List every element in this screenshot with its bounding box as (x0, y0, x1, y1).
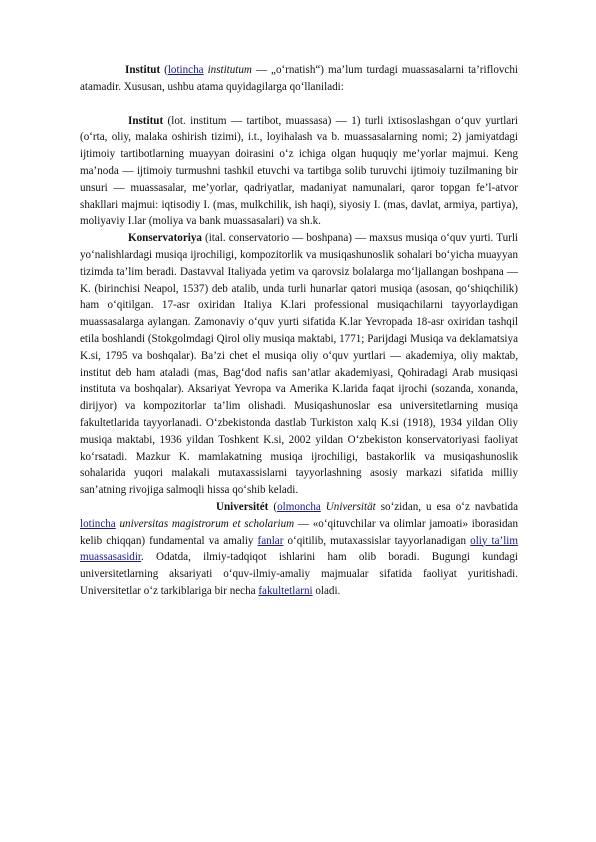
link-oliy-talim-muassasasi[interactable]: oliy ta’lim muassasasidir (80, 534, 518, 564)
document-page (80, 62, 518, 600)
paragraph-institut-intro (80, 62, 518, 96)
term-konservatoriya: Konservatoriya (128, 232, 202, 245)
link-fanlar[interactable]: fanlar (257, 534, 284, 547)
term-universitet: Universitét (216, 500, 269, 513)
link-lotincha[interactable]: lotincha (167, 64, 204, 76)
text-run: . Odatda, ilmiy-tadqiqot ishlarini ham olib boradi. Bugungi kundagi universitetlarning aksariyati o‘quv-ilmiy-amaliy majmualar sifatida faoliyat yuritishadi. Universitetlar o‘z tarkiblariga bir necha (80, 551, 518, 597)
text-run: o‘qitilib, mutaxassislar tayyorlanadigan (283, 534, 471, 547)
text-run: — „o‘rnatish“) ma’lum turdagi muassasalarni ta’riflovchi atamadir. Xususan, ushbu atama quyidagilarga qo‘llaniladi: (80, 64, 518, 93)
text-run: ( (268, 500, 278, 513)
paragraph-gap (80, 96, 518, 113)
text-run: — «o‘qituvchilar va olimlar jamoati» iborasidan kelib chiqqan) fundamental va amaliy (80, 517, 518, 547)
latin-term: Universität (325, 500, 376, 513)
paragraph-universitet (80, 499, 518, 600)
text-run: oladi. (312, 584, 341, 597)
text-run: (ital. conservatorio — boshpana) — maxsus musiqa o‘quv yurti. Turli yo‘nalishlardagi musiqa ijrochiligi, kompozitorlik va musiqashunoslik sohalari bo‘yicha muayyan tizimda ta’lim beradi. Dastavval Italiyada yetim va qarovsiz bolalarga mo‘ljallangan boshpana — K. (birinchisi Neapol, 1537) deb atalib, unda turli hunarlar qatori musiqa (asosan, qo‘shiqchilik) ham o‘qitilgan. 17-asr oxiridan Italiya K.lari professional musiqachilarni tayyorlaydigan muassasalarga aylangan. Zamonaviy o‘quv yurti sifatida K.lar Yevropada 18-asr oxiridan tashqil etila boshlandi (Stokgolmdagi Qirol oliy musiqa maktabi, 1771; Parijdagi Musiqa va deklamatsiya K.si, 1795 va boshqalar). Ba’zi chet el musiqa oliy o‘quv yurtlari — akademiya, oliy maktab, institut deb ham ataladi (mas, Bag‘dod nafis san’atlar akademiyasi, Qohiradagi Arab musiqasi instituta va boshqalar). Aksariyat Yevropa va Amerika K.larida faqat ijrochi (sozanda, xonanda, dirijyor) va kompozitorlar ta’lim olishadi. Musiqashunoslar esa universitetlarning musiqa fakultetlarida tayyorlanadi. O‘zbekistonda dastlab Turkiston xalq K.si (1918), 1934 yildan Oliy musiqa maktabi, 1936 yildan Toshkent K.si, 2002 yildan O‘zbekiston konservatoriyasi faoliyat ko‘rsatadi. Mazkur K. mamlakatning musiqa ijrochiligi, bastakorlik va musiqashunoslik sohalarida yuqori malakali mutaxassislarni tayyorlashning asosiy markazi sifatida milliy san’atning rivojiga salmoqli hissa qo‘shib keladi. (80, 232, 518, 497)
latin-term: institutum (207, 64, 252, 76)
link-lotincha[interactable]: lotincha (80, 517, 116, 530)
term-institut: Institut (128, 114, 164, 127)
text-run: ( (160, 64, 168, 76)
paragraph-konservatoriya (80, 230, 518, 499)
link-fakultetlar[interactable]: fakultetlarni (258, 584, 313, 597)
latin-term: universitas magistrorum et scholarium (119, 517, 295, 530)
paragraph-institut-definition (80, 113, 518, 231)
link-olmoncha[interactable]: olmoncha (277, 500, 321, 513)
text-run: (lot. institum — tartibot, muassasa) — 1) turli ixtisoslashgan o‘quv yurtlari (o‘rta, oliy, malaka oshirish tizimi), i.t., loyihalash va b. muassasalarning nomi; 2) jamiyatdagi ijtimoiy tartibotlarning muayyan doirasini o‘z ichiga olgan huquqiy me’yorlar majmui. Keng ma’noda — ijtimoiy turmushni tashkil etuvchi va tartibga solib turuvchi ijtimoiy tuzilmaning bir unsuri — muassasalar, me’yorlar, qadriyatlar, madaniyat namunalari, qaror topgan fe’l-atvor shakllari majmui: iqtisodiy I. (mas, mulkchilik, ish haqi), siyosiy I. (mas, davlat, armiya, partiya), moliyaviy I.lar (moliya va bank muassasalari) va sh.k. (80, 114, 518, 228)
term-institut: Institut (125, 64, 161, 76)
text-run: so‘zidan, u esa o‘z navbatida (375, 500, 518, 513)
